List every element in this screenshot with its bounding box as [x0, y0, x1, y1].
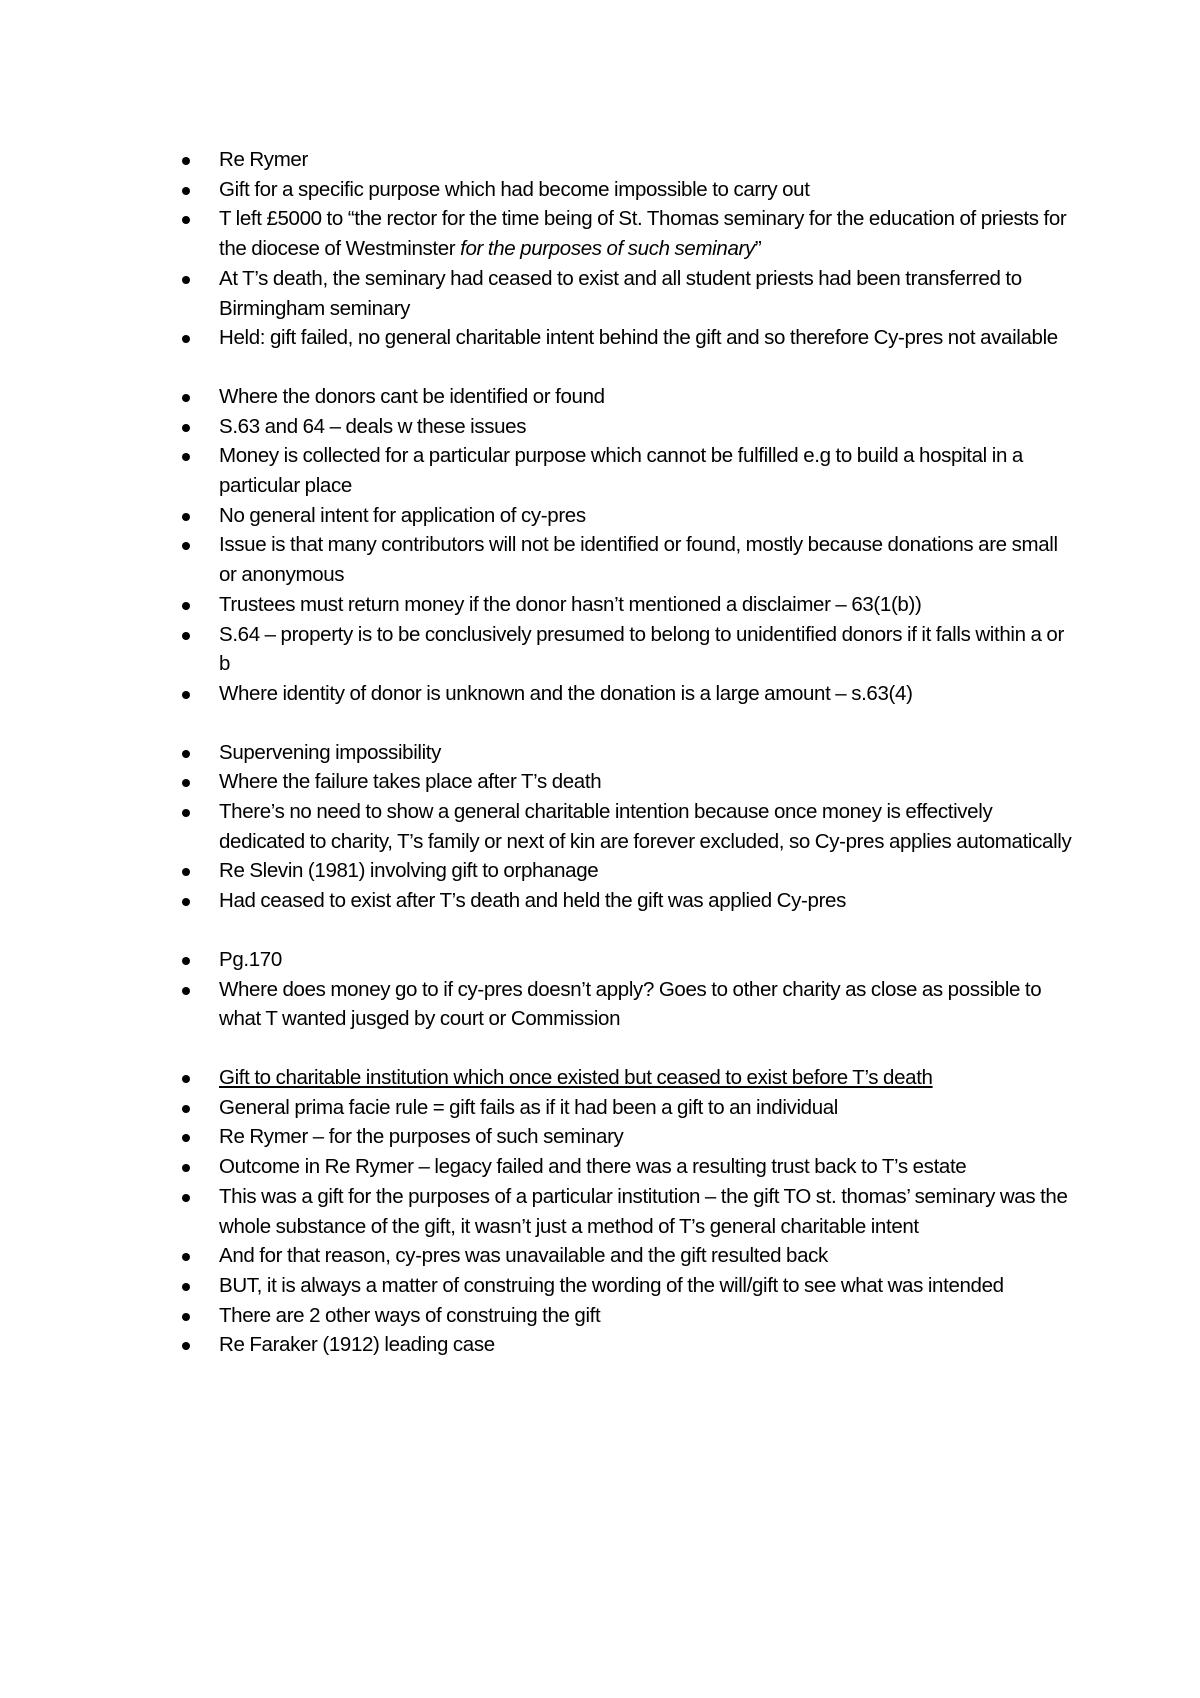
bullet-dot-icon [182, 513, 190, 521]
bullet-text: S.63 and 64 – deals w these issues [219, 414, 527, 438]
bullet-item [0, 1093, 1079, 1123]
bullet-dot-icon [182, 987, 190, 995]
bullet-list [0, 1063, 1200, 1360]
bullet-item [0, 441, 1079, 500]
bullet-item [0, 1271, 1079, 1301]
bullet-item [0, 1330, 1079, 1360]
bullet-dot-icon [182, 1194, 190, 1202]
bullet-dot-icon [182, 1342, 190, 1350]
bullet-item [0, 382, 1079, 412]
bullet-dot-icon [182, 602, 190, 610]
bullet-dot-icon [182, 1313, 190, 1321]
bullet-item [0, 1152, 1079, 1182]
bullet-text: Issue is that many contributors will not be identified or found, mostly because donations are small or anonymous [219, 533, 1058, 587]
bullet-item [0, 204, 1079, 263]
bullet-text: BUT, it is always a matter of construing the wording of the will/gift to see what was intended [219, 1273, 1004, 1297]
bullet-text: Re Slevin (1981) involving gift to orphanage [219, 859, 599, 883]
bullet-text: Money is collected for a particular purpose which cannot be fulfilled e.g to build a hospital in a particular place [219, 444, 1023, 498]
bullet-item [0, 886, 1079, 916]
bullet-item [0, 145, 1079, 175]
bullet-text: Trustees must return money if the donor hasn’t mentioned a disclaimer – 63(1(b)) [219, 592, 922, 616]
bullet-text: T left £5000 to “the rector for the time being of St. Thomas seminary for the education of priests for the diocese of Westminster [219, 207, 1067, 261]
bullet-dot-icon [182, 1105, 190, 1113]
bullet-dot-icon [182, 957, 190, 965]
bullet-dot-icon [182, 898, 190, 906]
bullet-item [0, 679, 1079, 709]
bullet-text: Gift for a specific purpose which had become impossible to carry out [219, 177, 810, 201]
bullet-text: for the purposes of such seminary [460, 237, 755, 261]
bullet-dot-icon [182, 691, 190, 699]
bullet-text: No general intent for application of cy-pres [219, 503, 586, 527]
bullet-dot-icon [182, 394, 190, 402]
bullet-item [0, 530, 1079, 589]
bullet-text: Pg.170 [219, 947, 282, 971]
bullet-item [0, 501, 1079, 531]
bullet-list [0, 945, 1200, 1034]
bullet-text: Where does money go to if cy-pres doesn’t apply? Goes to other charity as close as possible to what T wanted jusged by court or Commission [219, 977, 1042, 1031]
bullet-text: Where the donors cant be identified or found [219, 384, 605, 408]
bullet-text: Supervening impossibility [219, 740, 442, 764]
bullet-text: And for that reason, cy-pres was unavailable and the gift resulted back [219, 1244, 828, 1268]
bullet-dot-icon [182, 276, 190, 284]
bullet-dot-icon [182, 424, 190, 432]
bullet-text: Re Faraker (1912) leading case [219, 1333, 495, 1357]
bullet-dot-icon [182, 542, 190, 550]
bullet-dot-icon [182, 453, 190, 461]
bullet-list [0, 145, 1200, 353]
notes-body [0, 145, 1200, 1389]
bullet-item [0, 797, 1079, 856]
bullet-dot-icon [182, 779, 190, 787]
bullet-dot-icon [182, 1253, 190, 1261]
bullet-text: Where the failure takes place after T’s death [219, 770, 602, 794]
bullet-text: Where identity of donor is unknown and the donation is a large amount – s.63(4) [219, 681, 913, 705]
bullet-text: ” [754, 237, 762, 261]
bullet-item [0, 412, 1079, 442]
bullet-item [0, 767, 1079, 797]
bullet-text: There’s no need to show a general charitable intention because once money is effectively dedicated to charity, T’s family or next of kin are forever excluded, so Cy-pres applies automatically [219, 800, 1072, 853]
bullet-list [0, 738, 1200, 916]
bullet-text: General prima facie rule = gift fails as if it had been a gift to an individual [219, 1095, 839, 1119]
bullet-text: At T’s death, the seminary had ceased to exist and all student priests had been transferred to Birmingham seminary [219, 266, 1022, 320]
bullet-item [0, 945, 1079, 975]
bullet-list [0, 382, 1200, 709]
bullet-dot-icon [182, 1164, 190, 1172]
bullet-item [0, 323, 1079, 353]
bullet-dot-icon [182, 157, 190, 165]
bullet-dot-icon [182, 809, 190, 817]
bullet-text: Re Rymer [219, 148, 308, 171]
bullet-text: This was a gift for the purposes of a particular institution – the gift TO st. thomas’ seminary was the whole substance of the gift, it wasn’t just a method of T’s general charitable intent [219, 1184, 1068, 1238]
bullet-dot-icon [182, 1134, 190, 1142]
bullet-item [0, 1301, 1079, 1331]
bullet-text: Had ceased to exist after T’s death and held the gift was applied Cy-pres [219, 889, 846, 913]
bullet-item [0, 1122, 1079, 1152]
bullet-item [0, 856, 1079, 886]
bullet-item [0, 1182, 1079, 1241]
bullet-dot-icon [182, 750, 190, 758]
bullet-dot-icon [182, 868, 190, 876]
bullet-item [0, 620, 1079, 679]
bullet-item [0, 590, 1079, 620]
bullet-text: Held: gift failed, no general charitable intent behind the gift and so therefore Cy-pres not available [219, 326, 1058, 350]
bullet-item [0, 1241, 1079, 1271]
bullet-text: Re Rymer – for the purposes of such seminary [219, 1125, 624, 1149]
bullet-text: S.64 – property is to be conclusively presumed to belong to unidentified donors if it falls within a or b [219, 622, 1064, 676]
bullet-dot-icon [182, 1283, 190, 1291]
bullet-item [0, 975, 1079, 1034]
bullet-item [0, 175, 1079, 205]
bullet-text: There are 2 other ways of construing the gift [219, 1303, 601, 1327]
bullet-dot-icon [182, 187, 190, 195]
bullet-dot-icon [182, 632, 190, 640]
bullet-text: Gift to charitable institution which once existed but ceased to exist before T’s death [219, 1065, 933, 1089]
bullet-item [0, 738, 1079, 768]
bullet-dot-icon [182, 335, 190, 343]
bullet-item [0, 264, 1079, 323]
bullet-dot-icon [182, 1075, 190, 1083]
bullet-dot-icon [182, 216, 190, 224]
bullet-item [0, 1063, 1079, 1093]
bullet-text: Outcome in Re Rymer – legacy failed and there was a resulting trust back to T’s estate [219, 1155, 967, 1179]
